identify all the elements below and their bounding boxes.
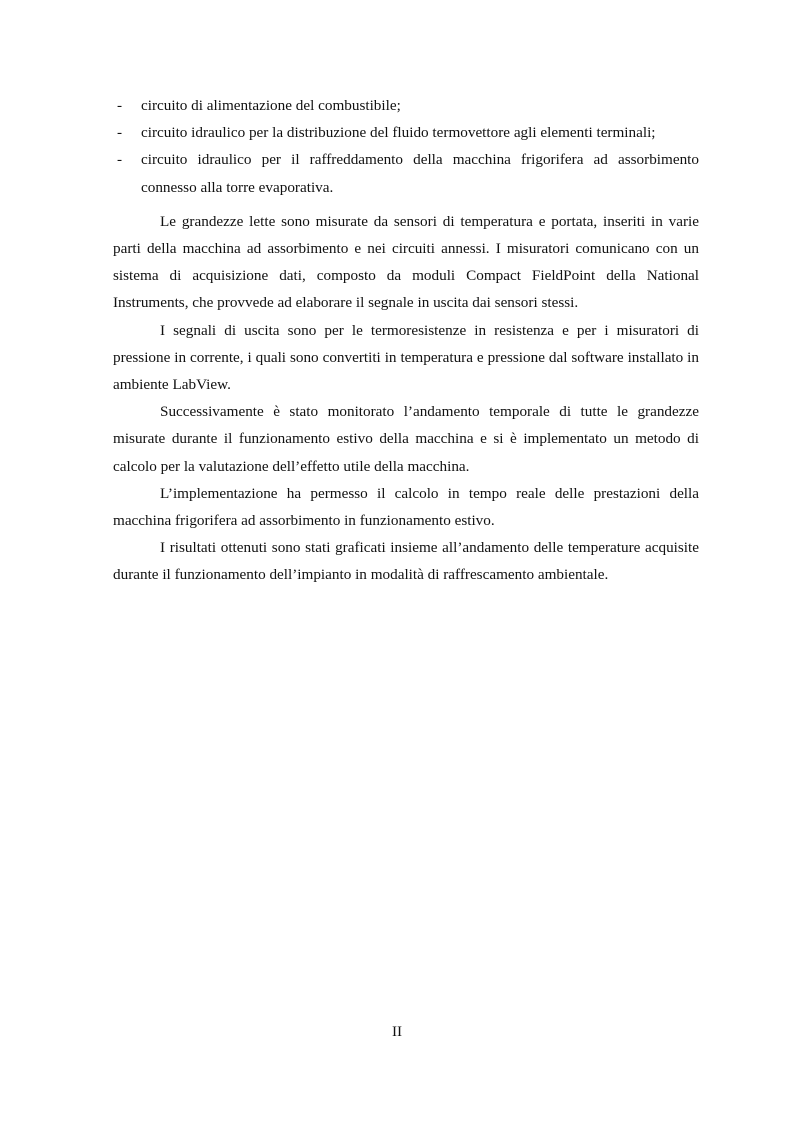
list-item-cooling-circuit bbox=[113, 146, 699, 200]
list-dash: - bbox=[117, 151, 123, 169]
list-item-text: circuito idraulico per la distribuzione del fluido termovettore agli elementi terminali; bbox=[141, 124, 656, 142]
page-number: II bbox=[391, 1023, 403, 1040]
paragraph-results: I risultati ottenuti sono stati graficati insieme all’andamento delle temperature acquisite durante il funzionamento dell’impianto in modalità di raffrescamento ambientale. bbox=[113, 539, 699, 584]
list-dash: - bbox=[117, 97, 123, 114]
paragraph-output-signals: I segnali di uscita sono per le termoresistenze in resistenza e per i misuratori di pressione in corrente, i quali sono convertiti in temperatura e pressione dal software installato in ambiente LabView. bbox=[113, 321, 699, 394]
paragraph-sensors: Le grandezze lette sono misurate da sensori di temperatura e portata, inseriti in varie parti della macchina ad assorbimento e nei circuiti annessi. I misuratori comunicano con un sistema di acquisizione dati, composto da moduli Compact FieldPoint della National Instruments, che provvede ad elaborare il segnale in uscita dai sensori stessi. bbox=[113, 212, 699, 312]
list-dash: - bbox=[117, 124, 123, 142]
list-item-distribution-circuit bbox=[113, 119, 699, 146]
list-item-text: circuito idraulico per il raffreddamento della macchina frigorifera ad assorbimento connesso alla torre evaporativa. bbox=[141, 151, 699, 196]
page-content bbox=[113, 92, 699, 589]
body-text bbox=[113, 208, 699, 589]
list-item-text: circuito di alimentazione del combustibile; bbox=[141, 97, 401, 114]
list-item-fuel-circuit bbox=[113, 92, 699, 119]
paragraph-implementation: L’implementazione ha permesso il calcolo in tempo reale delle prestazioni della macchina frigorifera ad assorbimento in funzionamento estivo. bbox=[113, 484, 699, 530]
circuit-list bbox=[113, 92, 699, 201]
paragraph-monitoring: Successivamente è stato monitorato l’andamento temporale di tutte le grandezze misurate durante il funzionamento estivo della macchina e si è implementato un metodo di calcolo per la valutazione dell’effetto utile della macchina. bbox=[113, 403, 699, 475]
